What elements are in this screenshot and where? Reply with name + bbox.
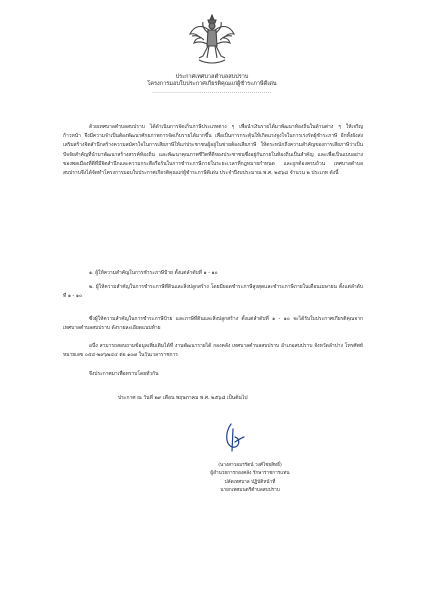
paragraph-contact: อนึ่ง สามารถสอบถามข้อมูลเพิ่มเติมได้ที่ งานพัฒนารายได้ กองคลัง เทศบาลตำบลสบปราบ อำเภอสบปราบ จังหวัดลำปาง โทรศัพท์หมายเลข ๐๕๔-๒๙๖๒๔๔ ต่อ ๑๐๗ ในวันเวลาราชการ (63, 343, 363, 359)
garuda-emblem-icon (189, 14, 235, 66)
handwritten-signature-icon (219, 420, 249, 454)
announcement-date: ประกาศ ณ วันที่ ๒๙ เดือน พฤษภาคม พ.ศ. ๒๕๖๘ เป็นต้นไป (118, 395, 248, 401)
announcement-title: ประกาศเทศบาลตำบลสบปราบ (175, 74, 249, 80)
signatory-block (190, 462, 310, 496)
signatory-position-1: ผู้อำนวยการกองคลัง รักษาราชการแทน (210, 471, 290, 477)
body-paragraph-2 (63, 269, 363, 278)
signatory-position-3: นายกเทศมนตรีตำบลสบปราบ (220, 488, 280, 494)
body-paragraph-4 (63, 315, 363, 333)
paragraph-intro: ด้วยเทศบาลตำบลสบปราบ ได้ดำเนินการจัดเก็บภาษีประเภทต่าง ๆ เพื่อนำเงินรายได้มาพัฒนาท้องถิ่นในด้านต่าง ๆ ให้เจริญก้าวหน้า จึงมีความจำเป็นต้องพัฒนาศักยภาพการจัดเก็บรายได้มากขึ้น เพื่อเป็นการกระตุ้นให้เกิดแรงจูงใจในการเร่งรัดผู้ชำระภาษี อีกทั้งยังส่งเสริมสร้างจิตสำนึกสร้างความสมัครใจในการเสียภาษีให้แก่ประชาชนผู้อยู่ในข่ายต้องเสียภาษี ให้ตระหนักถึงความสำคัญของการเสียภาษีว่าเป็นปัจจัยสำคัญที่นำมาพัฒนาสร้างสรรค์ท้องถิ่น และพัฒนาคุณภาพชีวิตที่ดีของประชาชนซึ่งอยู่กับภายในท้องถิ่นเป็นสำคัญ และเพื่อเป็นแบบอย่างของพลเมืองที่ดีที่มีจิตสำนึกและความกระตือรือร้นในการชำระภาษีภายในระยะเวลาที่กฎหมายกำหนด และถูกต้องครบถ้วน เทศบาลตำบลสบปราบจึงได้จัดทำโครงการมอบใบประกาศเกียรติคุณแก่ผู้ชำระภาษีดีเด่น ประจำปีงบประมาณ พ.ศ. ๒๕๖๘ จำนวน ๒ ประเภท ดังนี้ (63, 124, 363, 177)
body-paragraph-3 (63, 283, 363, 301)
announcement-subject: โครงการมอบใบประกาศเกียรติคุณแก่ผู้ชำระภาษีดีเด่น (147, 81, 277, 87)
signatory-name: (นางสาวอมรรัตน์ วงศ์ไชยสิทธิ์) (218, 463, 282, 468)
paragraph-closing: จึงประกาศมาเพื่อทราบโดยทั่วกัน (89, 371, 159, 377)
body-paragraph-6 (63, 370, 363, 379)
list-item-signboard-tax: ๑. ผู้ให้ความสำคัญในการชำระภาษีป้าย ตั้งแต่ลำดับที่ ๑ - ๑๐ (89, 270, 218, 276)
body-paragraph-5 (63, 342, 363, 360)
list-item-land-tax: ๒. ผู้ให้ความสำคัญในการชำระภาษีที่ดินและสิ่งปลูกสร้าง โดยมียอดชำระภาษีสูงสุดและชำระภาษีภายในเดือนเมษายน ตั้งแต่ลำดับที่ ๑ - ๑๐ (63, 284, 363, 300)
paragraph-award: ซึ่งผู้ให้ความสำคัญในการชำระภาษีป้าย และภาษีที่ดินและสิ่งปลูกสร้าง ตั้งแต่ลำดับที่ ๑ - ๑๐ จะได้รับใบประกาศเกียรติคุณจากเทศบาลตำบลสบปราบ ดังรายละเอียดแนบท้าย (63, 316, 363, 332)
title-separator: ............................................................ (152, 89, 272, 95)
signatory-position-2: ปลัดเทศบาล ปฏิบัติหน้าที่ (224, 479, 276, 485)
body-paragraph-1 (63, 123, 363, 178)
